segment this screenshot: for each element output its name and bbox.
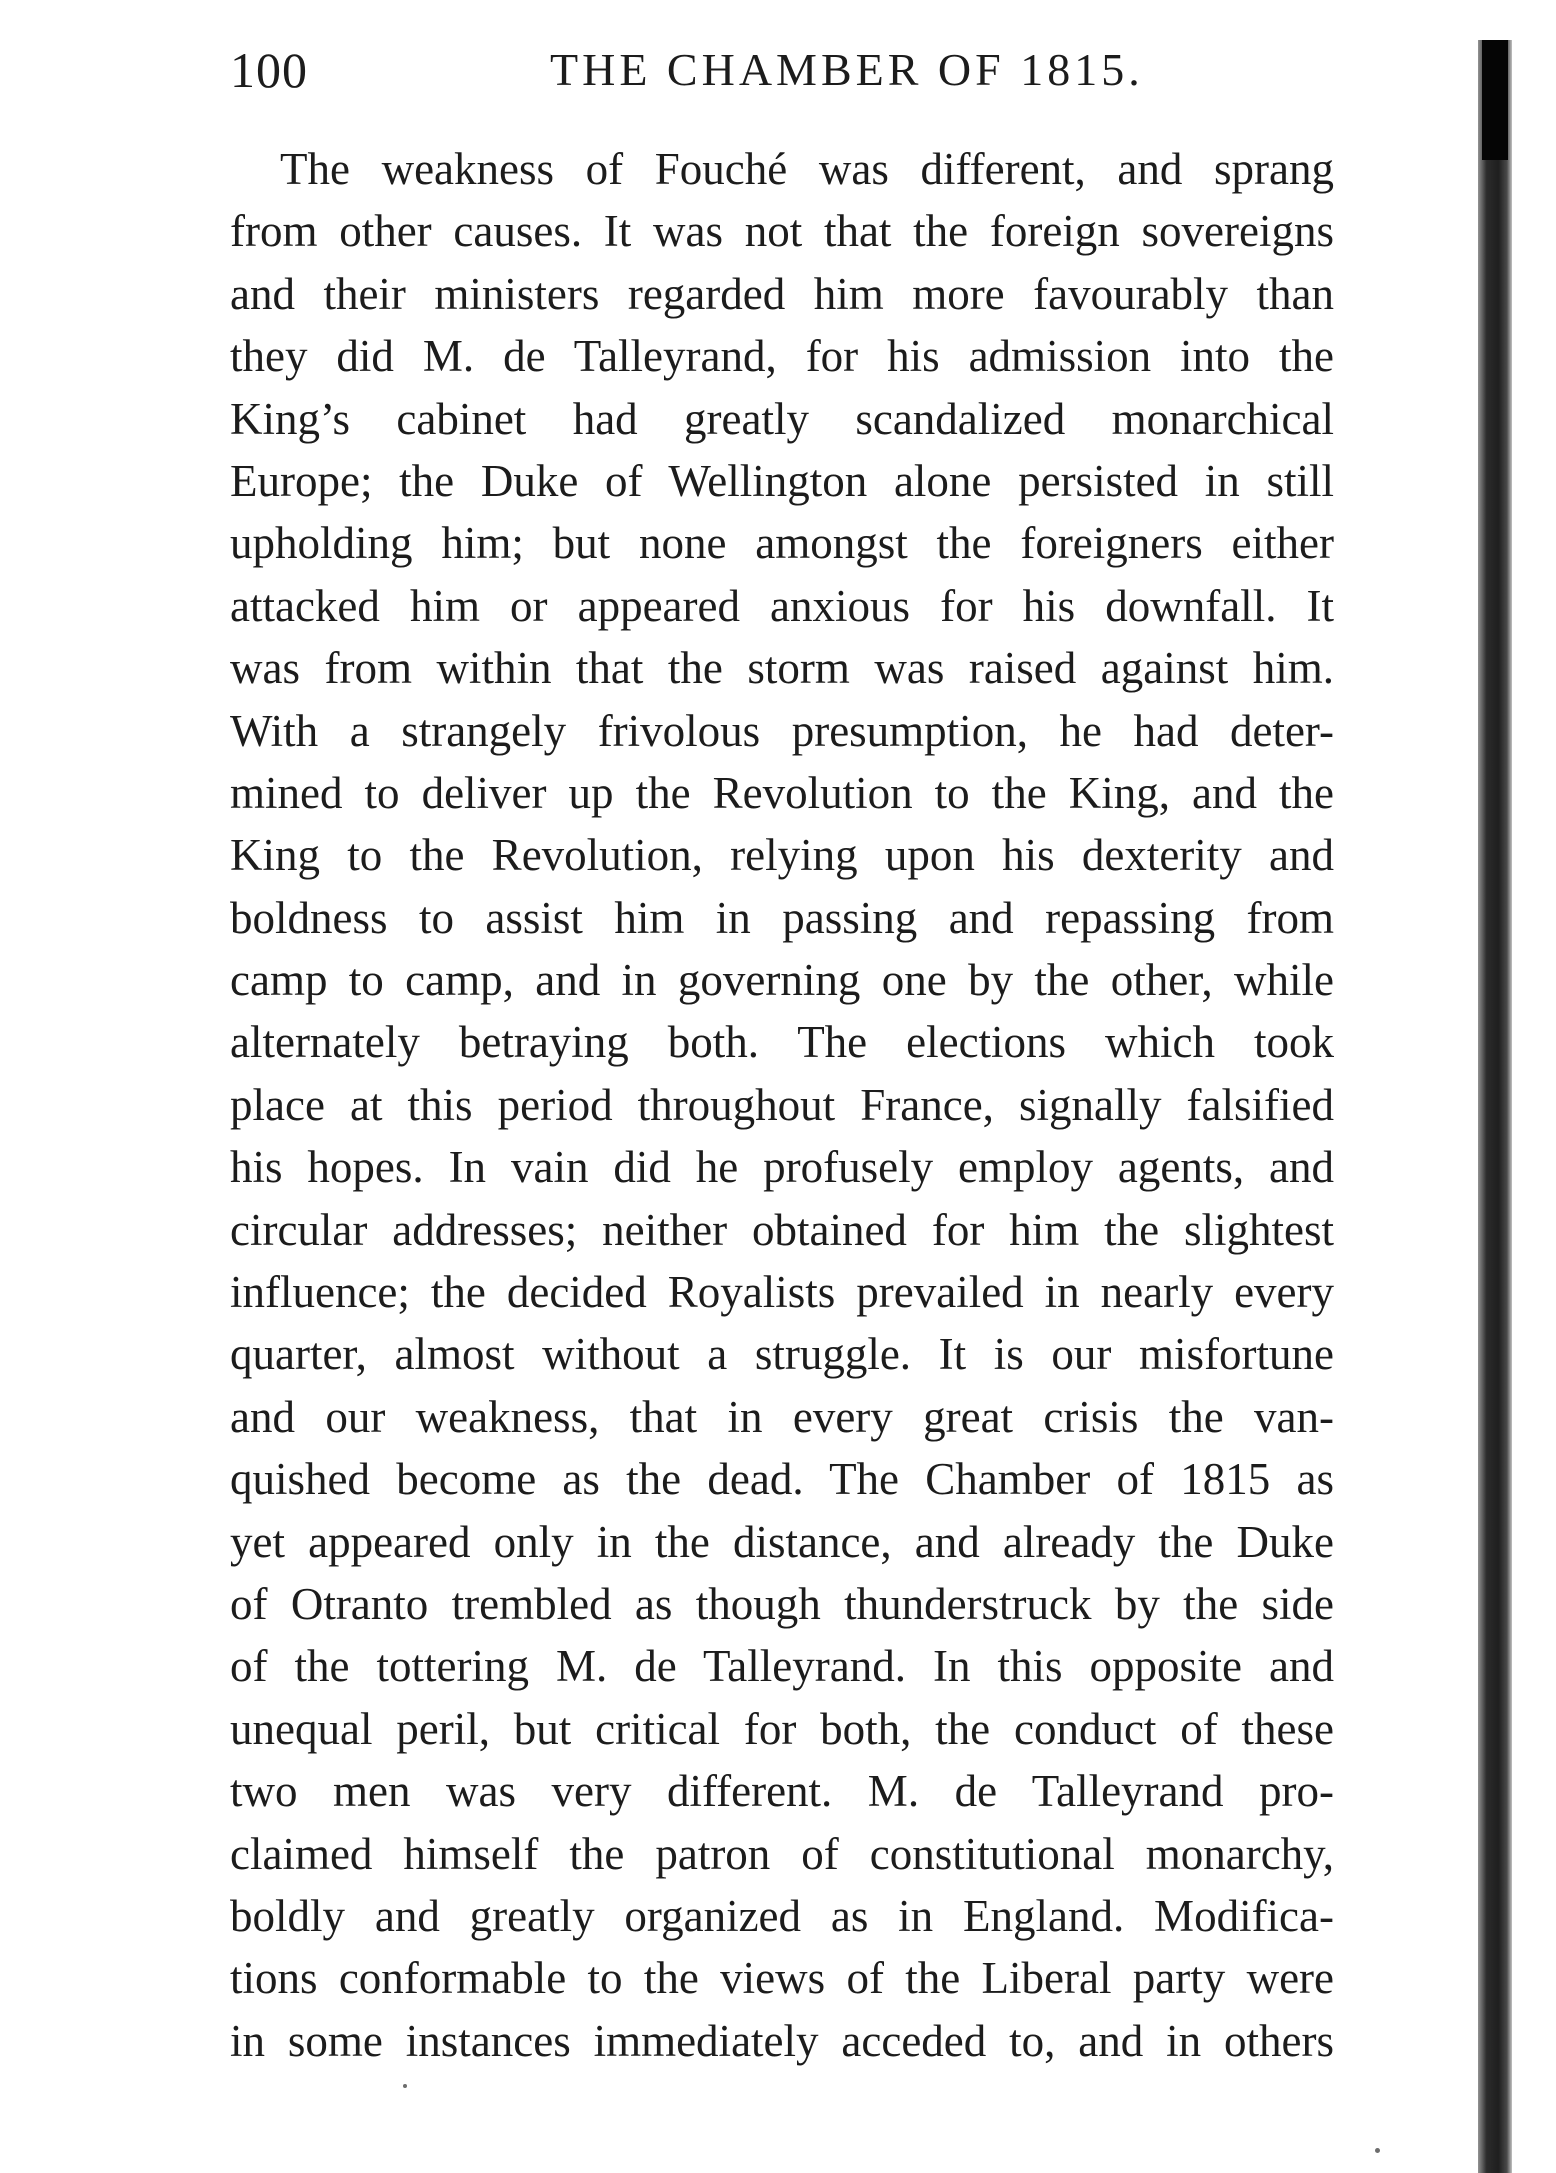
running-title: THE CHAMBER OF 1815. xyxy=(550,44,1144,95)
text-line: circular addresses; neither obtained for him the slightest xyxy=(230,1204,1334,1255)
text-line: With a strangely frivolous presumption, he had deter- xyxy=(230,705,1334,756)
text-line: and our weakness, that in every great crisis the van- xyxy=(230,1391,1334,1442)
text-line: upholding him; but none amongst the foreigners either xyxy=(230,518,1334,569)
text-line: place at this period throughout France, signally falsified xyxy=(230,1079,1334,1130)
text-line: attacked him or appeared anxious for his downfall. It xyxy=(230,580,1334,631)
text-line: The weakness of Fouché was different, and sprang xyxy=(280,144,1334,194)
text-line: mined to deliver up the Revolution to the King, and the xyxy=(230,767,1334,818)
text-line: Europe; the Duke of Wellington alone persisted in still xyxy=(230,455,1334,506)
text-line: claimed himself the patron of constitutional monarchy, xyxy=(230,1828,1334,1879)
body-paragraph xyxy=(230,138,1334,2098)
text-line: camp to camp, and in governing one by the other, while xyxy=(230,955,1334,1006)
text-line: quished become as the dead. The Chamber of 1815 as xyxy=(230,1454,1334,1505)
text-line: quarter, almost without a struggle. It is our misfortune xyxy=(230,1329,1334,1380)
binding-shadow-top xyxy=(1482,40,1508,160)
text-line: of Otranto trembled as though thunderstruck by the side xyxy=(230,1578,1334,1629)
text-line: King to the Revolution, relying upon his dexterity and xyxy=(230,830,1334,881)
text-line: and their ministers regarded him more favourably than xyxy=(230,268,1334,319)
text-line: of the tottering M. de Talleyrand. In this opposite and xyxy=(230,1641,1334,1692)
text-line: boldness to assist him in passing and repassing from xyxy=(230,892,1334,943)
text-line: was from within that the storm was raised against him. xyxy=(230,643,1334,694)
text-line: two men was very different. M. de Talleyrand pro- xyxy=(230,1766,1334,1817)
text-line: unequal peril, but critical for both, the conduct of these xyxy=(230,1703,1334,1754)
text-line: boldly and greatly organized as in England. Modifica- xyxy=(230,1890,1334,1941)
text-line: in some instances immediately acceded to, and in others xyxy=(230,2015,1334,2066)
running-head xyxy=(230,40,1330,100)
scan-speck xyxy=(1375,2148,1380,2153)
text-line: yet appeared only in the distance, and already the Duke xyxy=(230,1516,1334,1567)
text-line: tions conformable to the views of the Liberal party were xyxy=(230,1953,1334,2004)
text-line: they did M. de Talleyrand, for his admission into the xyxy=(230,331,1334,382)
text-line: influence; the decided Royalists prevailed in nearly every xyxy=(230,1267,1334,1318)
scan-speck xyxy=(403,2084,407,2088)
text-line: alternately betraying both. The elections which took xyxy=(230,1017,1334,1068)
text-line: King’s cabinet had greatly scandalized monarchical xyxy=(230,393,1334,444)
text-line: from other causes. It was not that the foreign sovereigns xyxy=(230,206,1334,257)
binding-shadow xyxy=(1478,40,1512,2173)
text-line: his hopes. In vain did he profusely employ agents, and xyxy=(230,1142,1334,1193)
page-number: 100 xyxy=(230,42,308,98)
